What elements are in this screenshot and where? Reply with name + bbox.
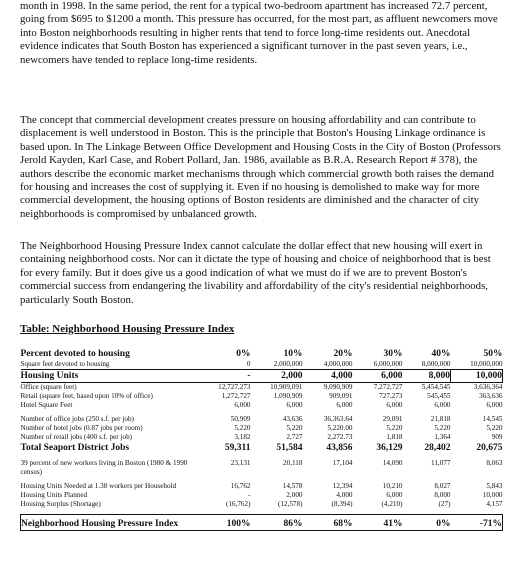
row-label: Hotel Square Feet	[20, 401, 73, 409]
table-cell: 1,272,727	[221, 392, 251, 400]
table-title: Table: Neighborhood Housing Pressure Index	[20, 323, 235, 335]
table-cell: 5,220	[286, 424, 303, 432]
table-cell: 8,063	[486, 459, 503, 467]
table-cell: 14,578	[282, 482, 303, 490]
retail-jobs-row	[21, 433, 503, 442]
pressure-index-row	[21, 515, 503, 531]
table-cell: 5,454,545	[421, 383, 451, 391]
table-cell: 8,027	[434, 482, 451, 490]
paragraph-index-purpose: The Neighborhood Housing Pressure Index cannot calculate the dollar effect that new housing will exert in containing neighborhood costs. Nor can it dictate the type of housing and choice of neighborhood that is best for every family. But it does give us a good indication of what we must do if we are to prevent Boston's commercial success from endangering the livability and affordability of the city's residential neighborhoods, particularly South Boston.	[20, 240, 491, 306]
table-cell: 5,220	[386, 424, 403, 432]
table-cell: 5,843	[486, 482, 503, 490]
table-cell: 2,727	[286, 433, 303, 441]
table-cell: 6,000	[234, 401, 251, 409]
table-cell: 12,394	[332, 482, 353, 490]
table-cell: 727,273	[379, 392, 403, 400]
table-cell: 59,311	[224, 443, 251, 453]
row-label: Number of hotel jobs (0.87 jobs per room)	[20, 424, 143, 432]
row-label: Housing Surplus (Shortage)	[20, 500, 101, 508]
table-cell: 909	[491, 433, 503, 441]
percent-cell: 40%	[431, 349, 451, 359]
table-cell: (4,210)	[381, 500, 403, 508]
table-cell: 4,000	[336, 491, 353, 499]
row-label: Retail (square feet, based upon 10% of office)	[20, 392, 153, 400]
row-label: Housing Units Needed at 1.38 workers per Household	[20, 482, 177, 490]
table-cell: 23,131	[230, 459, 251, 467]
table-cell: 6,000	[336, 401, 353, 409]
table-cell: 5,220.00	[327, 424, 353, 432]
table-cell: 1,364	[434, 433, 451, 441]
table-cell: 545,455	[427, 392, 451, 400]
table-cell: 14,545	[482, 415, 503, 423]
row-label: Square feet devoted to housing	[20, 360, 110, 368]
table-cell: 10,000,000	[470, 360, 503, 368]
table-cell: 6,000	[353, 370, 403, 383]
table-cell: 4,157	[486, 500, 503, 508]
row-label: Number of retail jobs (400 s.f. per job)	[20, 433, 133, 441]
row-label: Total Seaport District Jobs	[20, 443, 130, 453]
table-cell: 29,091	[382, 415, 403, 423]
table-cell: 0%	[403, 515, 451, 531]
table-cell: 3,182	[234, 433, 251, 441]
table-cell: 68%	[303, 515, 353, 531]
table-cell: 6,000	[386, 401, 403, 409]
table-cell: 28,402	[424, 443, 451, 453]
table-cell: 4,000,000	[323, 360, 353, 368]
table-cell: 0	[246, 360, 251, 368]
table-cell: 10,210	[382, 482, 403, 490]
table-cell: 20,675	[476, 443, 503, 453]
table-cell: 3,636,364	[473, 383, 503, 391]
table-cell: 2,272.73	[327, 433, 353, 441]
table-cell: 10,000	[482, 491, 503, 499]
table-cell: 8,000	[403, 370, 451, 383]
table-cell: 2,000	[251, 370, 303, 383]
table-cell: 9,090,909	[323, 383, 353, 391]
table-cell: 5,220	[434, 424, 451, 432]
table-cell: 10,000	[451, 370, 503, 383]
table-cell: 86%	[251, 515, 303, 531]
paragraph-linkage-concept: The concept that commercial development creates pressure on housing affordability and can contribute to displacement is well understood in Boston. This is the principle that Boston's Housing Linkage ordinance is based upon. In The Linkage Between Office Development and Housing Costs in the City of Boston (Professors Jerold Kayden, Karl Case, and Robert Pollard, Jan. 1986, available as B.R.A. Research Report # 378), the authors describe the economic market mechanisms through which commercial growth both raises the demand for housing and increases the cost of supplying it. Even if no housing is demolished to make way for more commercial development, the housing options of Boston residents are diminished and the character of city neighborhoods is compromised by unbalanced growth.	[20, 114, 501, 220]
table-cell: 14,090	[382, 459, 403, 467]
table-cell: 50,909	[230, 415, 251, 423]
units-needed-row	[21, 482, 503, 491]
table-cell: 6,000	[434, 401, 451, 409]
percent-cell: 10%	[283, 349, 303, 359]
table-cell: 6,000	[386, 491, 403, 499]
row-label: Neighborhood Housing Pressure Index	[21, 515, 207, 531]
table-cell: 21,818	[430, 415, 451, 423]
table-cell: 5,220	[234, 424, 251, 432]
table-cell: 2,000	[286, 491, 303, 499]
percent-cell: 20%	[333, 349, 353, 359]
table-cell: 10,909,091	[270, 383, 303, 391]
table-cell: (12,578)	[277, 500, 303, 508]
header-label: Percent devoted to housing	[20, 349, 130, 359]
housing-pressure-table	[20, 348, 503, 531]
hotel-jobs-row	[21, 424, 503, 433]
surplus-row	[21, 500, 503, 509]
housing-units-row	[21, 370, 503, 383]
table-cell: 7,272,727	[373, 383, 403, 391]
table-cell: 4,000	[303, 370, 353, 383]
retail-row	[21, 392, 503, 401]
percent-cell: 30%	[383, 349, 403, 359]
table-cell: 36,129	[376, 443, 403, 453]
table-cell: 2,000,000	[273, 360, 303, 368]
table-cell: 6,000	[486, 401, 503, 409]
table-cell: 11,077	[431, 459, 451, 467]
table-cell: -	[248, 491, 251, 499]
table-cell: 43,636	[282, 415, 303, 423]
table-cell: 51,584	[276, 443, 303, 453]
row-label: Housing Units	[21, 370, 207, 383]
table-cell: 100%	[207, 515, 251, 531]
table-header-row	[21, 348, 503, 360]
table-cell: 1,818	[386, 433, 403, 441]
percent-cell: 50%	[483, 349, 503, 359]
office-row	[21, 383, 503, 393]
table-cell: 8,000,000	[421, 360, 451, 368]
table-cell: (27)	[438, 500, 451, 508]
table-cell: 17,104	[332, 459, 353, 467]
table-cell: (8,394)	[331, 500, 353, 508]
table-cell: 43,856	[326, 443, 353, 453]
hotel-row	[21, 401, 503, 410]
office-jobs-row	[21, 415, 503, 424]
table-cell: -71%	[451, 515, 503, 531]
units-planned-row	[21, 491, 503, 500]
table-cell: 6,000,000	[373, 360, 403, 368]
table-cell: 36,363.64	[323, 415, 353, 423]
square-feet-row	[21, 360, 503, 370]
table-cell: 16,762	[230, 482, 251, 490]
total-jobs-row	[21, 442, 503, 454]
row-label: Housing Units Planned	[20, 491, 88, 499]
percent-cell: 0%	[236, 349, 251, 359]
row-label: Number of office jobs (250 s.f. per job)	[20, 415, 134, 423]
table-cell: 12,727,273	[218, 383, 251, 391]
table-cell: 41%	[353, 515, 403, 531]
table-cell: 909,091	[329, 392, 353, 400]
table-cell: 5,220	[486, 424, 503, 432]
table-cell: 1,090,909	[273, 392, 303, 400]
row-label: 39 percent of new workers living in Boston (1980 & 1990 census)	[20, 459, 188, 476]
table-cell: -	[207, 370, 251, 383]
paragraph-rent-increase: month in 1998. In the same period, the rent for a typical two-bedroom apartment has increased 72.7 percent, going from $695 to $1200 a month. This pressure has occurred, for the most part, as affluent newcomers move into Boston neighborhoods resulting in higher rents that tend to force long-time residents out. Anecdotal evidence indicates that South Boston has experienced a significant turnover in the past seven years, i.e., newcomers have tended to replace long-time residents.	[20, 0, 498, 66]
table-cell: 363,636	[479, 392, 503, 400]
table-cell: 20,118	[283, 459, 303, 467]
table-cell: 6,000	[286, 401, 303, 409]
workers-living-row	[21, 459, 503, 477]
table-cell: (16,762)	[225, 500, 251, 508]
row-label: Office (square feet)	[20, 383, 77, 391]
table-cell: 8,000	[434, 491, 451, 499]
